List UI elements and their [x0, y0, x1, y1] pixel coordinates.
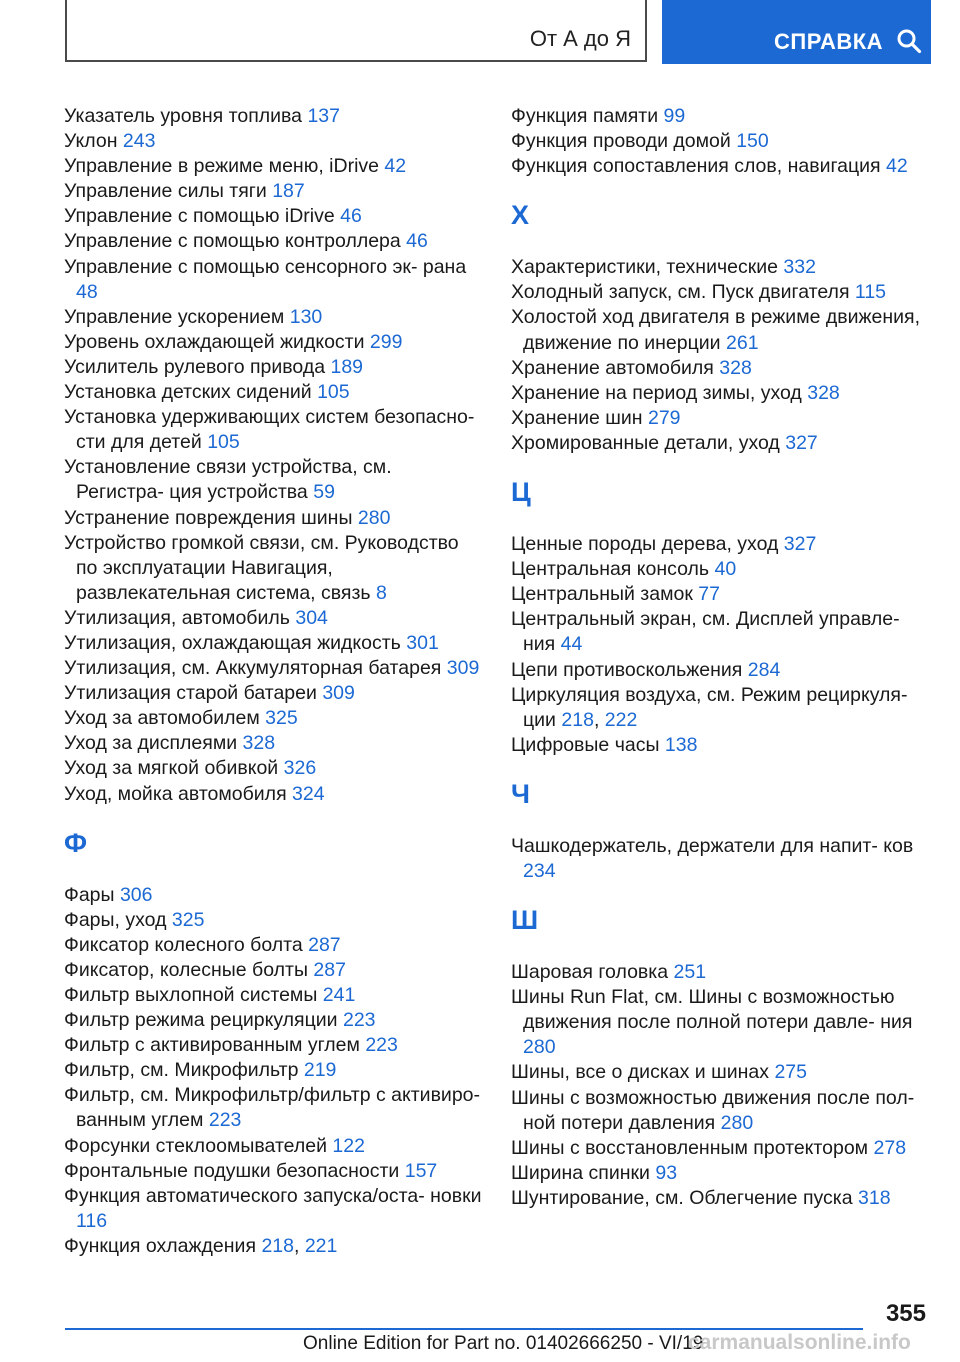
tab-help[interactable]: [662, 0, 931, 64]
index-entry: [64, 933, 484, 958]
index-term: Фильтр с активированным углем: [64, 1034, 360, 1057]
section-letter: Ф: [64, 827, 88, 858]
index-entry: [511, 356, 921, 381]
index-term: Шины с возможностью движения после пол‐ ной потери давления: [511, 1086, 915, 1134]
page-link[interactable]: 46: [406, 230, 428, 253]
index-entry: [511, 557, 921, 582]
index-term: Уход, мойка автомобиля: [64, 782, 287, 805]
index-entry: [511, 683, 921, 733]
page-link[interactable]: 299: [369, 330, 403, 353]
index-entry: [64, 179, 484, 204]
tab-a-to-z[interactable]: [65, 0, 647, 62]
index-term: Функция сопоставления слов, навигация: [511, 155, 881, 178]
index-entry: [511, 1086, 921, 1136]
page-link[interactable]: 280: [357, 506, 391, 529]
index-term: Управление с помощью сенсорного эк‐ рана: [64, 255, 467, 278]
index-entry: [64, 531, 484, 606]
index-entry: [64, 1058, 484, 1083]
index-entry: [511, 1186, 921, 1211]
index-term: Фары: [64, 883, 115, 906]
page-link[interactable]: 279: [647, 406, 681, 429]
page-link[interactable]: 105: [207, 431, 240, 454]
tab-help-label: СПРАВКА: [774, 29, 884, 54]
index-term: Центральная консоль: [511, 558, 710, 581]
page-link[interactable]: 234: [523, 859, 556, 882]
index-entry: [511, 381, 921, 406]
index-term: Утилизация, см. Аккумуляторная батарея: [64, 657, 442, 680]
page-link[interactable]: 115: [854, 281, 887, 304]
index-term: Управление ускорением: [64, 305, 285, 328]
page-link[interactable]: 46: [340, 205, 362, 228]
index-term: Уровень охлаждающей жидкости: [64, 330, 365, 353]
index-entry: [64, 355, 484, 380]
index-entry: [64, 958, 484, 983]
index-entry: [511, 280, 921, 305]
index-entry: [64, 129, 484, 154]
index-term: Фильтр, см. Микрофильтр/фильтр с активиро‐ ванным углем: [64, 1084, 481, 1132]
index-entry: [64, 455, 484, 505]
index-entry: [64, 606, 484, 631]
page-link[interactable]: 301: [406, 631, 439, 654]
index-entry: [64, 1184, 484, 1234]
page-link[interactable]: 251: [673, 961, 707, 984]
index-term: Утилизация, автомобиль: [64, 606, 290, 629]
page-link[interactable]: 328: [807, 381, 840, 404]
page-link[interactable]: 99: [663, 105, 686, 127]
index-term: Шины Run Flat, см. Шины с возможностью движения после полной потери давле‐ ния: [511, 986, 913, 1034]
index-term: Устранение повреждения шины: [64, 506, 353, 529]
index-entry: [64, 631, 484, 656]
page-link[interactable]: 122: [332, 1134, 365, 1157]
index-term: Управление в режиме меню, iDrive: [64, 155, 379, 178]
index-term: Фиксатор колесного болта: [64, 933, 303, 956]
index-entry: [511, 1136, 921, 1161]
page-link[interactable]: 218: [561, 708, 594, 731]
index-entry: [511, 658, 921, 683]
index-entry: [64, 154, 484, 179]
page-link[interactable]: 48: [76, 280, 98, 303]
section-letter: Ц: [511, 477, 531, 508]
index-term: Холостой ход двигателя в режиме движения, движение по инерции: [511, 306, 921, 354]
index-term: Фильтр, см. Микрофильтр: [64, 1059, 299, 1082]
page-link[interactable]: 325: [265, 707, 298, 730]
index-entry: [511, 104, 921, 129]
page-link[interactable]: 222: [604, 708, 638, 731]
index-entry: [64, 380, 484, 405]
index-term: Центральный замок: [511, 583, 693, 606]
index-term: Фары, уход: [64, 908, 167, 931]
page-link[interactable]: 332: [783, 256, 816, 279]
page-link[interactable]: 218: [261, 1234, 294, 1257]
page-link[interactable]: 275: [774, 1061, 807, 1084]
page-link[interactable]: 287: [313, 958, 346, 981]
index-entry: [64, 204, 484, 229]
index-entry: [64, 1033, 484, 1058]
index-entry: [64, 1008, 484, 1033]
page-link[interactable]: 280: [720, 1111, 754, 1134]
page-link[interactable]: 219: [303, 1059, 337, 1082]
page-link[interactable]: 150: [736, 130, 769, 153]
page-link[interactable]: 284: [747, 658, 781, 681]
index-term: Управление с помощью контроллера: [64, 230, 401, 253]
index-term: Функция проводи домой: [511, 130, 731, 153]
page-link[interactable]: 327: [785, 431, 818, 454]
section-letter: Ш: [511, 905, 539, 936]
page-link[interactable]: 40: [714, 558, 737, 581]
page-link[interactable]: 93: [655, 1161, 678, 1184]
page-link[interactable]: 223: [208, 1109, 242, 1132]
index-term: Функция охлаждения: [64, 1234, 257, 1257]
index-term: Чашкодержатель, держатели для напит‐ ков: [511, 834, 914, 857]
section-letter: Ч: [511, 778, 530, 809]
index-entry: [511, 582, 921, 607]
page-link[interactable]: 77: [698, 583, 720, 606]
index-entry: [64, 405, 484, 455]
page-link[interactable]: 223: [365, 1034, 398, 1057]
page-link[interactable]: 309: [322, 682, 355, 705]
index-term: Установка удерживающих систем безопасно‐ сти для детей: [64, 406, 475, 454]
index-term: Шины с восстановленным протектором: [511, 1136, 869, 1159]
index-entry: [511, 305, 921, 355]
index-entry: [511, 406, 921, 431]
page-link[interactable]: 328: [719, 356, 752, 379]
index-entry: [64, 706, 484, 731]
index-entry: [511, 1060, 921, 1085]
index-term: Функция памяти: [511, 105, 659, 127]
index-entry: [511, 607, 921, 657]
index-term: Ценные породы дерева, уход: [511, 533, 779, 556]
section-letter: Х: [511, 200, 530, 231]
index-term: Хромированные детали, уход: [511, 431, 780, 454]
page-link[interactable]: 59: [313, 481, 335, 504]
index-term: Указатель уровня топлива: [64, 105, 303, 127]
index-term: Центральный экран, см. Дисплей управле‐ ния: [511, 608, 900, 656]
page-header: [65, 0, 931, 64]
index-term: Холодный запуск, см. Пуск двигателя: [511, 281, 850, 304]
page-link[interactable]: 304: [295, 606, 328, 629]
page-link[interactable]: 325: [171, 908, 205, 931]
page-link[interactable]: 326: [283, 757, 317, 780]
index-term: Характеристики, технические: [511, 256, 778, 279]
index-entry: [511, 129, 921, 154]
index-entry: [511, 960, 921, 985]
index-entry: [64, 983, 484, 1008]
page-link[interactable]: 223: [342, 1009, 376, 1032]
index-entry: [511, 255, 921, 280]
index-term: Шаровая головка: [511, 961, 669, 984]
index-term: Шины, все о дисках и шинах: [511, 1061, 770, 1084]
page-link[interactable]: 187: [272, 180, 305, 203]
index-term: Уход за мягкой обивкой: [64, 757, 279, 780]
index-term: Утилизация старой батареи: [64, 682, 317, 705]
index-term: Хранение автомобиля: [511, 356, 714, 379]
page-link[interactable]: 243: [122, 130, 156, 153]
index-term: Управление с помощью iDrive: [64, 205, 335, 228]
index-entry: [64, 255, 484, 305]
index-entry: [511, 985, 921, 1060]
page-link[interactable]: 287: [308, 933, 341, 956]
footer-divider: [65, 1328, 863, 1330]
index-term: Форсунки стеклоомывателей: [64, 1134, 327, 1157]
edition-info: Online Edition for Part no. 01402666250 - VI/19: [303, 1333, 704, 1354]
page-link[interactable]: 324: [292, 782, 325, 805]
index-term: Хранение шин: [511, 406, 643, 429]
index-term: Шунтирование, см. Облегчение пуска: [511, 1186, 853, 1209]
page-link[interactable]: 306: [119, 883, 153, 906]
index-entry: [64, 1234, 484, 1259]
index-term: Циркуляция воздуха, см. Режим рециркуля‐ ции: [511, 683, 908, 731]
index-entry: [511, 431, 921, 456]
index-term: Функция автоматического запуска/оста‐ новки: [64, 1184, 482, 1207]
page-link[interactable]: 309: [446, 657, 480, 680]
index-entry: [64, 330, 484, 355]
page-link[interactable]: 42: [384, 155, 407, 178]
page-link[interactable]: 221: [304, 1234, 338, 1257]
index-entry: [511, 154, 921, 179]
index-term: Усилитель рулевого привода: [64, 355, 326, 378]
page-link[interactable]: 157: [404, 1159, 438, 1182]
page-link[interactable]: 116: [76, 1209, 108, 1232]
index-entry: [64, 305, 484, 330]
index-entry: [64, 756, 484, 781]
page-link[interactable]: 327: [783, 533, 817, 556]
index-entry: [64, 1134, 484, 1159]
index-term: Уход за автомобилем: [64, 707, 260, 730]
index-entry: [64, 731, 484, 756]
watermark: carmanualsonline.info: [688, 1331, 911, 1354]
page-link[interactable]: 138: [664, 733, 698, 756]
index-term: Фронтальные подушки безопасности: [64, 1159, 400, 1182]
index-term: Цепи противоскольжения: [511, 658, 743, 681]
page-link[interactable]: 280: [523, 1036, 556, 1059]
search-icon[interactable]: [896, 28, 922, 54]
index-entry: [511, 733, 921, 758]
page-separator: ,: [293, 1234, 305, 1257]
index-term: Устройство громкой связи, см. Руководство по эксплуатации Навигация, развлекательная система, связь: [64, 531, 459, 604]
index-term: Управление силы тяги: [64, 180, 267, 203]
index-term: Установление связи устройства, см. Регистра‐ ция устройства: [64, 456, 392, 504]
index-column-left: [64, 104, 484, 1259]
index-entry: [64, 1083, 484, 1133]
index-entry: [64, 883, 484, 908]
index-term: Уход за дисплеями: [64, 732, 238, 755]
index-entry: [64, 656, 484, 681]
page-number: 355: [885, 1300, 926, 1327]
page-link[interactable]: 241: [322, 984, 356, 1006]
index-term: Фильтр режима рециркуляции: [64, 1009, 338, 1032]
index-entry: [64, 782, 484, 807]
index-term: Утилизация, охлаждающая жидкость: [64, 631, 401, 654]
page-link[interactable]: 8: [375, 581, 387, 604]
index-entry: [64, 1159, 484, 1184]
index-term: Цифровые часы: [511, 733, 660, 756]
page-separator: ,: [593, 708, 605, 731]
index-term: Фильтр выхлопной системы: [64, 984, 318, 1006]
page-link[interactable]: 278: [873, 1136, 907, 1159]
index-entry: [64, 229, 484, 254]
page-link[interactable]: 318: [858, 1186, 891, 1209]
page-link[interactable]: 42: [886, 155, 908, 178]
page-link[interactable]: 130: [289, 305, 323, 328]
index-entry: [64, 104, 484, 129]
index-term: Ширина спинки: [511, 1161, 650, 1184]
page-link[interactable]: 189: [330, 355, 364, 378]
page-link[interactable]: 328: [242, 732, 276, 755]
page-link[interactable]: 105: [317, 381, 350, 404]
index-term: Фиксатор, колесные болты: [64, 958, 308, 981]
index-entry: [64, 681, 484, 706]
index-term: Установка детских сидений: [64, 381, 312, 404]
index-term: Хранение на период зимы, уход: [511, 381, 802, 404]
index-entry: [64, 908, 484, 933]
index-entry: [511, 834, 921, 884]
page-link[interactable]: 261: [726, 331, 759, 354]
index-term: Уклон: [64, 130, 118, 153]
index-entry: [511, 1161, 921, 1186]
page-link[interactable]: 137: [307, 105, 340, 127]
tab-a-to-z-label: От А до Я: [529, 26, 631, 51]
index-entry: [511, 532, 921, 557]
page-link[interactable]: 44: [560, 633, 583, 656]
index-column-right: [511, 104, 921, 1211]
index-entry: [64, 506, 484, 531]
